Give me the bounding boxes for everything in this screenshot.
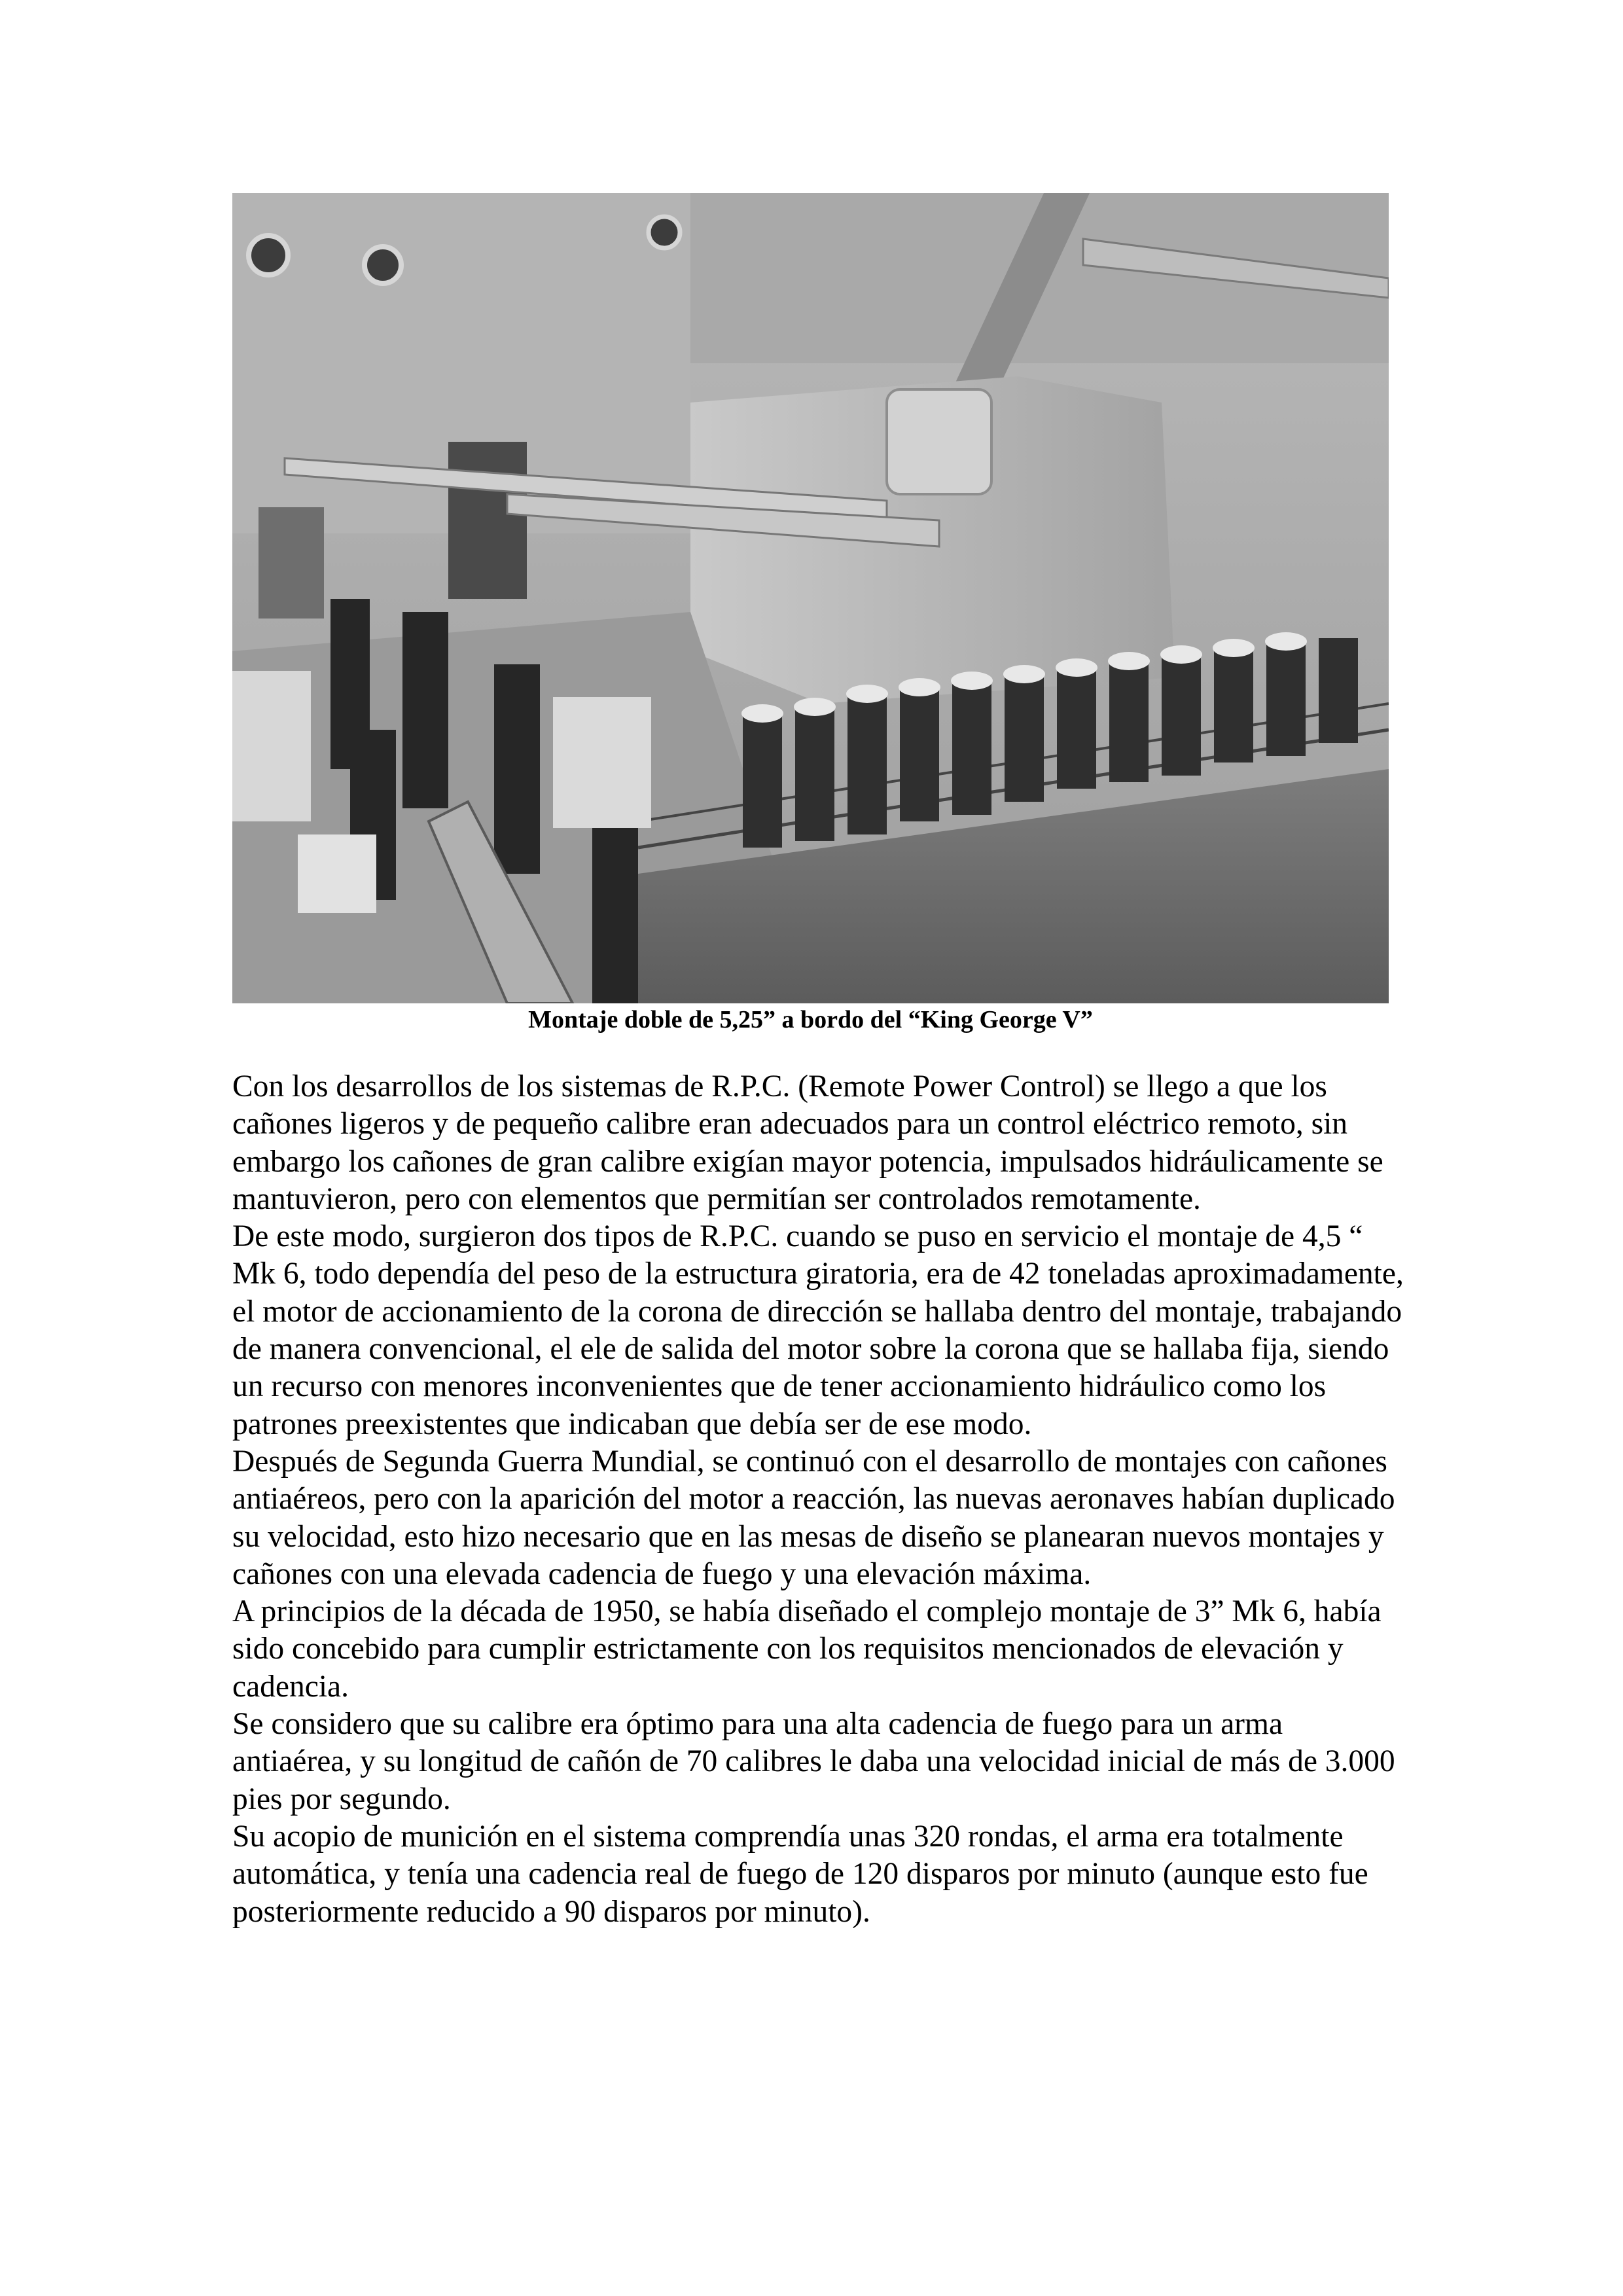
paragraph-ammunition: Su acopio de munición en el sistema comprendía unas 320 rondas, el arma era totalmente automática, y tenía una cadencia real de fuego de 120 disparos por minuto (aunque esto fue posteriormente reducido a 90 disparos por minuto).	[232, 1819, 1368, 1929]
paragraph-rpc-intro: Con los desarrollos de los sistemas de R.P.C. (Remote Power Control) se llego a que los cañones ligeros y de pequeño calibre eran adecuados para un control eléctrico remoto, sin embargo los cañones de gran calibre exigían mayor potencia, impulsados hidráulicamente se mantuvieron, pero con elementos que permitían ser controlados remotamente.	[232, 1069, 1383, 1216]
article-body	[232, 1068, 1410, 1931]
figure-caption: Montaje doble de 5,25” a bordo del “King George V”	[528, 1006, 1093, 1033]
paragraph-3in-mk6: A principios de la década de 1950, se había diseñado el complejo montaje de 3” Mk 6, había sido concebido para cumplir estrictamente con los requisitos mencionados de elevación y cadencia.	[232, 1594, 1382, 1704]
paragraph-caliber: Se considero que su calibre era óptimo para una alta cadencia de fuego para un arma antiaérea, y su longitud de cañón de 70 calibres le daba una velocidad inicial de más de 3.000 pies por segundo.	[232, 1707, 1395, 1816]
ship-gun-mount-photo	[232, 193, 1389, 1003]
paragraph-postwar: Después de Segunda Guerra Mundial, se continuó con el desarrollo de montajes con cañones antiaéreos, pero con la aparición del motor a reacción, las nuevas aeronaves habían duplicado su velocidad, esto hizo necesario que en las mesas de diseño se planearan nuevos montajes y cañones con una elevada cadencia de fuego y una elevación máxima.	[232, 1444, 1395, 1591]
paragraph-rpc-types: De este modo, surgieron dos tipos de R.P.C. cuando se puso en servicio el montaje de 4,5 “ Mk 6, todo dependía del peso de la estructura giratoria, era de 42 toneladas aproximadamente, el motor de accionamiento de la corona de dirección se hallaba dentro del montaje, trabajando de manera convencional, el ele de salida del motor sobre la corona que se hallaba fija, siendo un recurso con menores inconvenientes que de tener accionamiento hidráulico como los patrones preexistentes que indicaban que debía ser de ese modo.	[232, 1219, 1404, 1441]
